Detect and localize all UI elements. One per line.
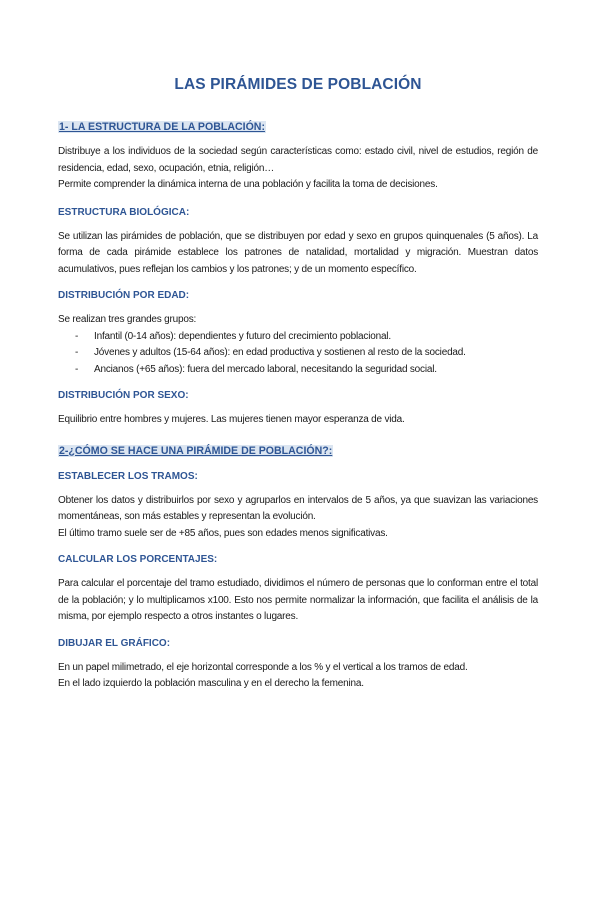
list-item: - Jóvenes y adultos (15-64 años): en edad productiva y sostienen al resto de la sociedad. [58, 345, 538, 362]
tramos-text [58, 493, 538, 543]
subheading-calcular-porcentajes: CALCULAR LOS PORCENTAJES: [58, 554, 218, 565]
paragraph: En un papel milimetrado, el eje horizontal corresponde a los % y el vertical a los tramos de edad. [58, 661, 468, 673]
list-item: - Infantil (0-14 años): dependientes y futuro del crecimiento poblacional. [58, 329, 538, 346]
paragraph: El último tramo suele ser de +85 años, pues son edades menos significativas. [58, 527, 388, 539]
age-groups-list [58, 329, 538, 379]
paragraph: Distribuye a los individuos de la sociedad según características como: estado civil, nivel de estudios, región de residencia, edad, sexo, ocupación, etnia, religión… [58, 146, 538, 174]
grafico-text [58, 660, 538, 693]
subheading-distribucion-edad: DISTRIBUCIÓN POR EDAD: [58, 290, 190, 301]
subheading-dibujar-grafico: DIBUJAR EL GRÁFICO: [58, 637, 171, 649]
document-page [0, 76, 600, 924]
subheading-distribucion-sexo: DISTRIBUCIÓN POR SEXO: [58, 390, 189, 401]
section-2-heading-wrap [58, 441, 538, 459]
section-1-heading-wrap [58, 117, 538, 135]
paragraph: Se utilizan las pirámides de población, que se distribuyen por edad y sexo en grupos quinquenales (5 años). La forma de cada pirámide establece los patrones de natalidad, mortalidad y migración. Muestran datos acumulativos, pues reflejan los cambios y los patrones; y de un momento específico. [58, 230, 538, 275]
dash-bullet: - [75, 330, 79, 342]
paragraph: Se realizan tres grandes grupos: [58, 314, 197, 325]
paragraph: Para calcular el porcentaje del tramo estudiado, dividimos el número de personas que lo conforman entre el total de la población; y lo multiplicamos x100. Esto nos permite normalizar la información, que facilita el análisis de la misma, por ejemplo respecto a otros instantes o lugares. [58, 578, 538, 622]
page-title: LAS PIRÁMIDES DE POBLACIÓN [174, 76, 422, 93]
section-1-intro [58, 144, 538, 194]
dash-bullet: - [75, 347, 79, 358]
paragraph: Equilibrio entre hombres y mujeres. Las mujeres tienen mayor esperanza de vida. [58, 414, 405, 425]
paragraph: Permite comprender la dinámica interna de una población y facilita la toma de decisiones. [58, 179, 438, 190]
dash-bullet: - [75, 363, 79, 375]
list-item: - Ancianos (+65 años): fuera del mercado laboral, necesitando la seguridad social. [58, 362, 538, 379]
subheading-estructura-biologica: ESTRUCTURA BIOLÓGICA: [58, 206, 190, 218]
paragraph: Obtener los datos y distribuirlos por sexo y agruparlos en intervalos de 5 años, ya que suavizan las variaciones momentáneas, son más estables y representan la evolución. [58, 494, 538, 522]
section-2-heading: 2-¿CÓMO SE HACE UNA PIRÁMIDE DE POBLACIÓN?: [59, 444, 333, 457]
section-1-heading: 1- LA ESTRUCTURA DE LA POBLACIÓN: [59, 121, 265, 133]
subheading-establecer-tramos: ESTABLECER LOS TRAMOS: [58, 470, 198, 482]
paragraph: En el lado izquierdo la población masculina y en el derecho la femenina. [58, 678, 364, 689]
